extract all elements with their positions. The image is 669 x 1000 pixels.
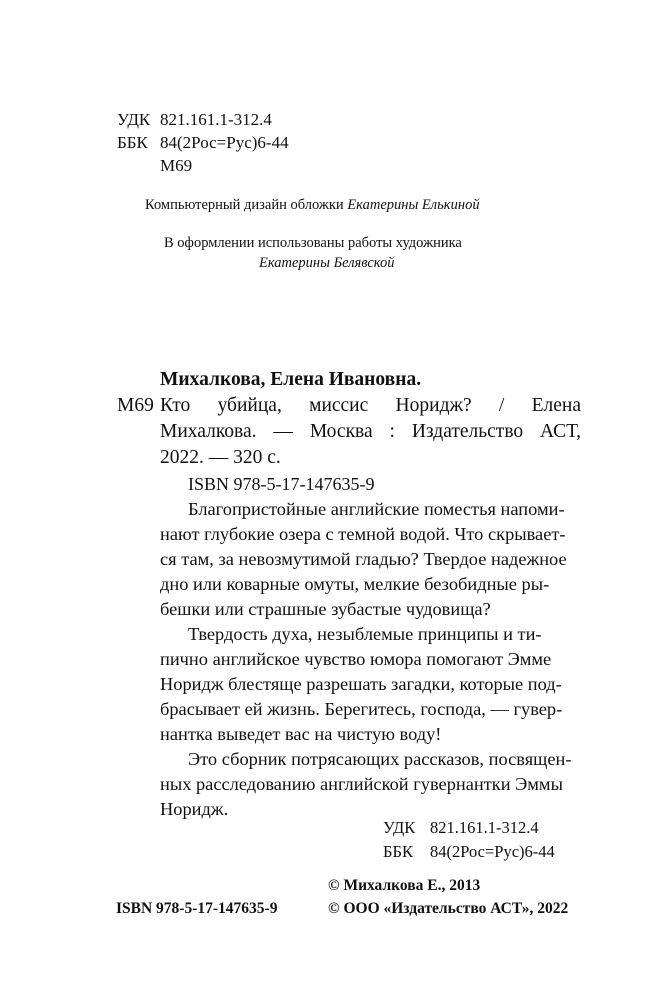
annotation-line: нантка выведет вас на чистую воду! (160, 724, 442, 744)
annotation-line: нают глубокие озера с темной водой. Что скрывает- (160, 524, 566, 544)
bibliographic-line-3: 2022. — 320 с. (160, 447, 281, 468)
annotation-line: бешки или страшные зубастые чудовища? (160, 599, 491, 619)
annotation-line: ных расследованию английской гувернантки Эммы (160, 774, 563, 794)
bibliographic-line-1: Кто убийца, миссис Норидж? / Елена (160, 395, 581, 416)
copyright-author: © Михалкова Е., 2013 (328, 877, 481, 894)
copyright-publisher: © ООО «Издательство АСТ», 2022 (328, 900, 569, 917)
bbk-value: 84(2Рос=Рус)6-44 (160, 133, 289, 152)
bibliographic-line-2: Михалкова. — Москва : Издательство АСТ, (160, 421, 581, 442)
udk-label: УДК (117, 110, 151, 129)
annotation-line: дно или коварные омуты, мелкие безобидные ры- (160, 574, 550, 594)
udk-value: 821.161.1-312.4 (160, 110, 272, 129)
isbn-bottom: ISBN 978-5-17-147635-9 (116, 900, 278, 917)
cover-designer-name: Екатерины Ельκиной (347, 197, 480, 213)
bbk-label: ББК (117, 133, 148, 152)
udk-label-bottom: УДК (383, 818, 416, 837)
cover-design-credit (145, 195, 480, 215)
annotation-line: Норидж. (160, 799, 229, 819)
annotation-line: Твердость духа, незыблемые принципы и ти- (188, 624, 542, 644)
illustrator-name: Екатерины Белявской (259, 255, 395, 271)
author-mark-top: М69 (160, 156, 193, 175)
annotation-line: Норидж блестяще разрешать загадки, которые под- (160, 674, 562, 694)
annotation-line: Это сборник потрясающих рассказов, посвящен- (188, 749, 572, 769)
isbn-main: ISBN 978-5-17-147635-9 (188, 474, 375, 494)
annotation-line: ся там, за невозмутимой гладью? Твердое надежное (160, 549, 567, 569)
cover-design-prefix: Компьютерный дизайн обложки (145, 197, 348, 213)
bbk-value-bottom: 84(2Рос=Рус)6-44 (430, 842, 555, 861)
annotation-line: пично английское чувство юмора помогают Эмме (160, 649, 552, 669)
udk-value-bottom: 821.161.1-312.4 (430, 818, 539, 837)
author-heading: Михалкова, Елена Ивановна. (160, 369, 422, 390)
author-mark-main: М69 (117, 395, 154, 416)
annotation-line: Благопристойные английские поместья напоми- (188, 499, 565, 519)
annotation-line: брасывает ей жизнь. Берегитесь, господа, — гувер- (160, 699, 563, 719)
illustration-credit-line: В оформлении использованы работы художника (164, 235, 462, 251)
bbk-label-bottom: ББК (383, 842, 413, 861)
